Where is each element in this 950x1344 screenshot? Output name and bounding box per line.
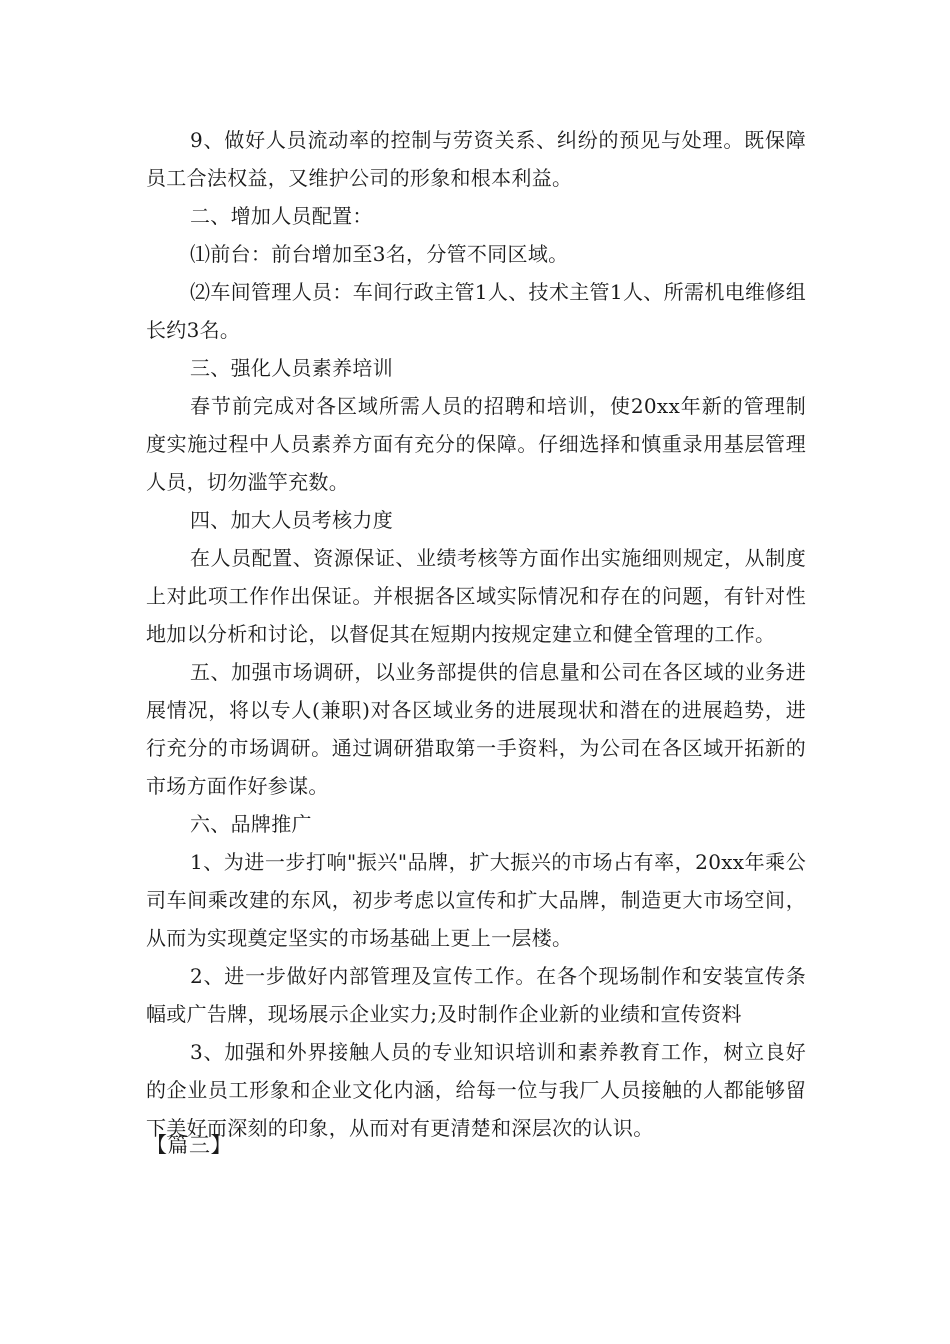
paragraph-front-desk: ⑴前台：前台增加至3名，分管不同区域。 xyxy=(190,242,569,266)
paragraph-item-9: 9、做好人员流动率的控制与劳资关系、纠纷的预见与处理。既保障员工合法权益，又维护公司的形象和根本利益。 xyxy=(146,128,806,190)
paragraph-brand-3: 3、加强和外界接触人员的专业知识培训和素养教育工作，树立良好的企业员工形象和企业文化内涵，给每一位与我厂人员接触的人都能够留下美好而深刻的印象，从而对有更清楚和深层次的认识。 xyxy=(146,1040,806,1140)
paragraph-training: 春节前完成对各区域所需人员的招聘和培训，使20xx年新的管理制度实施过程中人员素养方面有充分的保障。仔细选择和慎重录用基层管理人员，切勿滥竽充数。 xyxy=(146,394,806,494)
heading-training: 三、强化人员素养培训 xyxy=(190,356,393,380)
document-body xyxy=(146,121,806,1147)
paragraph-market-research: 五、加强市场调研，以业务部提供的信息量和公司在各区域的业务进展情况，将以专人(兼职)对各区域业务的进展现状和潜在的进展趋势，进行充分的市场调研。通过调研猎取第一手资料，为公司在各区域开拓新的市场方面作好参谋。 xyxy=(146,660,806,798)
section-marker: 【篇三】 xyxy=(146,1133,232,1157)
paragraph-workshop-managers: ⑵车间管理人员：车间行政主管1人、技术主管1人、所需机电维修组长约3名。 xyxy=(146,280,806,342)
paragraph-brand-2: 2、进一步做好内部管理及宣传工作。在各个现场制作和安装宣传条幅或广告牌，现场展示企业实力;及时制作企业新的业绩和宣传资料 xyxy=(146,964,806,1026)
heading-add-staffing: 二、增加人员配置： xyxy=(190,204,373,228)
paragraph-assessment: 在人员配置、资源保证、业绩考核等方面作出实施细则规定，从制度上对此项工作作出保证。并根据各区域实际情况和存在的问题，有针对性地加以分析和讨论，以督促其在短期内按规定建立和健全管理的工作。 xyxy=(146,546,806,646)
heading-assessment: 四、加大人员考核力度 xyxy=(190,508,393,532)
heading-brand-promotion: 六、品牌推广 xyxy=(190,812,312,836)
paragraph-brand-1: 1、为进一步打响"振兴"品牌，扩大振兴的市场占有率，20xx年乘公司车间乘改建的东风，初步考虑以宣传和扩大品牌，制造更大市场空间，从而为实现奠定坚实的市场基础上更上一层楼。 xyxy=(146,850,806,950)
